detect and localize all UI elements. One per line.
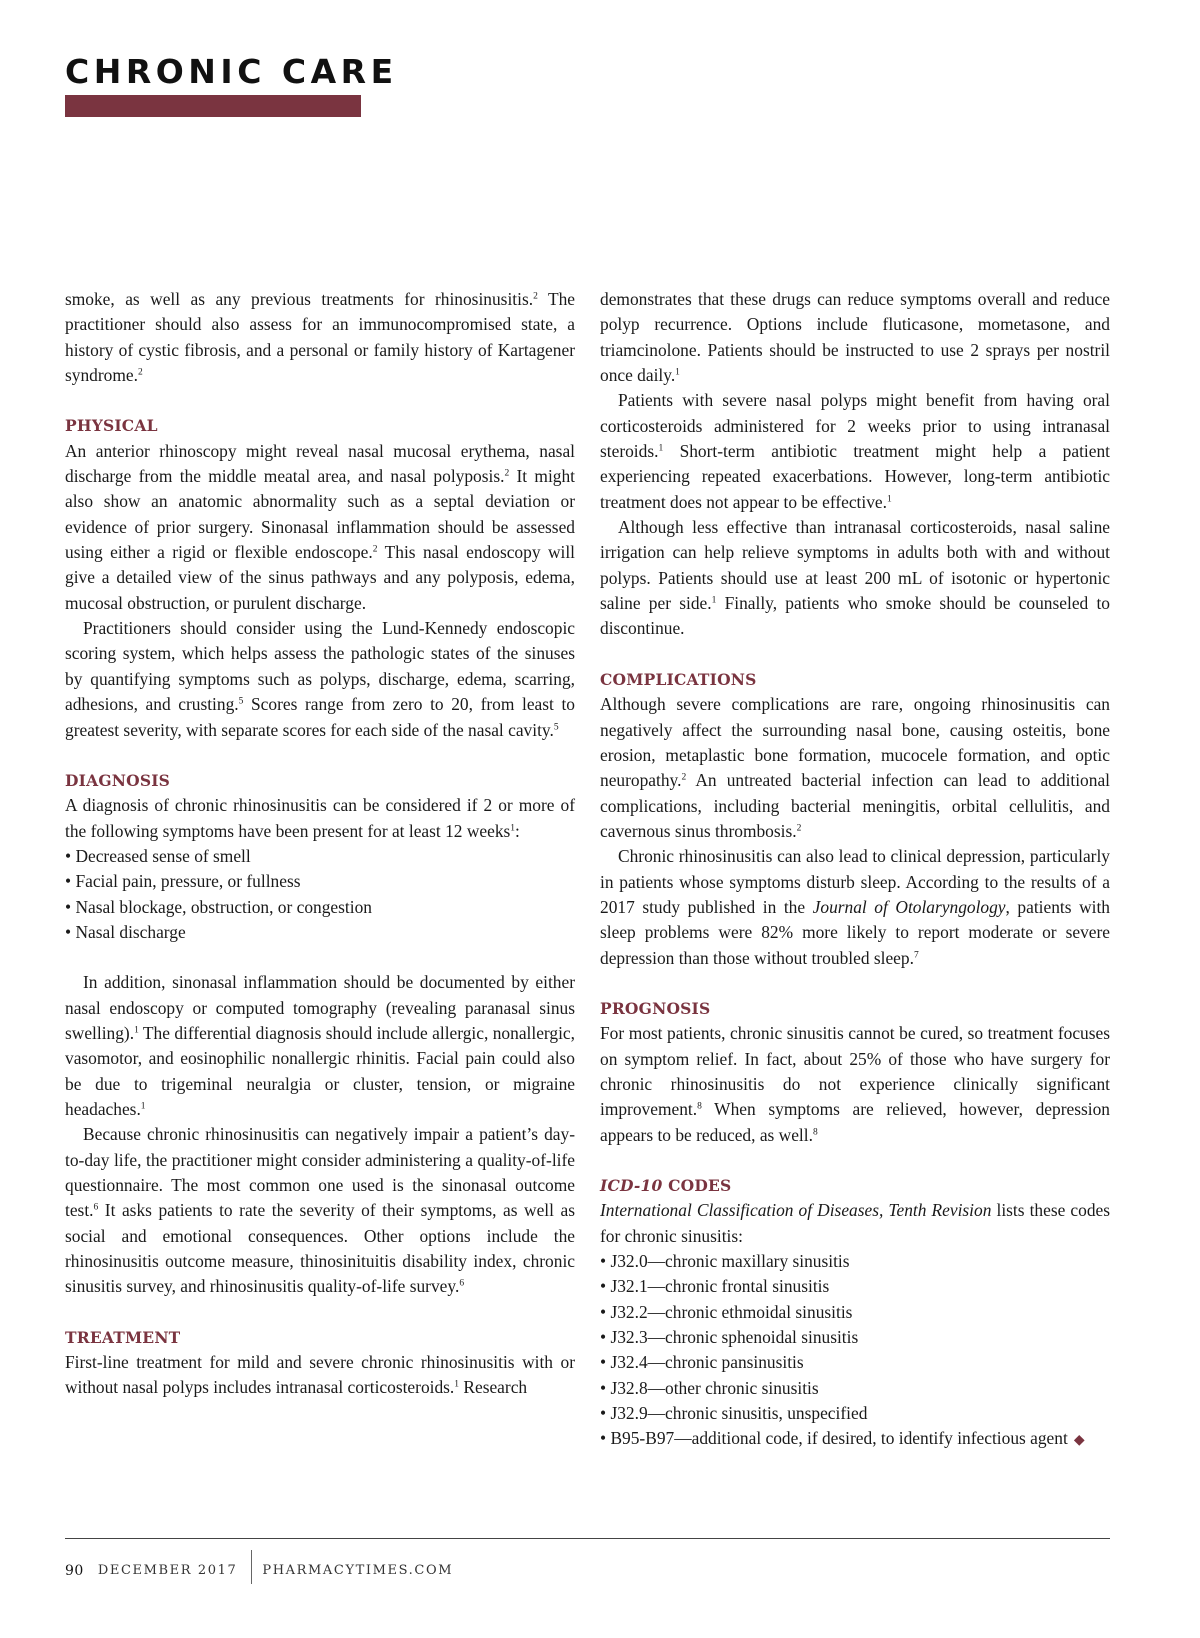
site-name: PHARMACYTIMES.COM (262, 1563, 454, 1578)
icd-intro: International Classification of Diseases, Tenth Revision lists these codes for chronic sinusitis: (600, 1200, 1110, 1246)
symptom-list (65, 844, 575, 945)
list-item: • Nasal discharge (65, 920, 575, 945)
diagnosis-intro: A diagnosis of chronic rhinosinusitis can be considered if 2 or more of the following symptoms have been present for at least 12 weeks$^1$: (65, 795, 575, 841)
treatment-continued: demonstrates that these drugs can reduce symptoms overall and reduce polyp recurrence. Options include fluticasone, mometasone, and triamcinolone. Patients should be instructed to use 2 sprays per nostril once daily.$^1$ (600, 289, 1110, 386)
physical-paragraph-1: An anterior rhinoscopy might reveal nasal mucosal erythema, nasal discharge from the middle meatal area, and nasal polyposis.$^2$ It might also show an anatomic abnormality such as a septal deviation or evidence of prior surgery. Sinonasal inflammation should be assessed using either a rigid or flexible endoscope.$^2$ This nasal endoscopy will give a detailed view of the sinus pathways and any polyposis, edema, mucosal obstruction, or purulent discharge. (65, 440, 575, 613)
icd-code-list (600, 1249, 1110, 1454)
complications-paragraph-1: Although severe complications are rare, ongoing rhinosinusitis can negatively affect the surrounding nasal bone, causing osteitis, bone erosion, metaplastic bone formation, mucocele formation, and optic neuropathy.$^2$ An untreated bacterial infection can lead to additional complications, including bacterial meningitis, orbital cellulitis, and cavernous sinus thrombosis.$^2$ (600, 694, 1110, 841)
heading-prognosis: PROGNOSIS (600, 998, 711, 1018)
heading-treatment: TREATMENT (65, 1327, 181, 1347)
heading-icd-codes: ICD-10 CODES (600, 1176, 732, 1195)
list-item: • Facial pain, pressure, or fullness (65, 869, 575, 894)
end-of-article-diamond-icon: ◆ (1073, 1433, 1085, 1449)
complications-paragraph-2: Chronic rhinosinusitis can also lead to clinical depression, particularly in patients whose symptoms disturb sleep. According to the results of a 2017 study published in the Journal of Otolaryngology, patients with sleep problems were 82% more likely to report moderate or severe depression than those without troubled sleep.$^7$ (600, 846, 1110, 968)
heading-diagnosis: DIAGNOSIS (65, 770, 171, 790)
left-column (65, 287, 575, 1401)
list-item: • J32.1—chronic frontal sinusitis (600, 1274, 1110, 1299)
right-column (600, 287, 1110, 1454)
list-item: • J32.2—chronic ethmoidal sinusitis (600, 1300, 1110, 1325)
diagnosis-paragraph-3: Because chronic rhinosinusitis can negatively impair a patient’s day-to-day life, the practitioner might consider administering a quality-of-life questionnaire. The most common one used is the sinonasal outcome test.$^6$ It asks patients to rate the severity of their symptoms, as well as social and emotional consequences. Other options include the rhinosinusitis outcome measure, thinosinituitis disability index, chronic sinusitis survey, and rhinosinusitis quality-of-life survey.$^6$ (65, 1124, 575, 1297)
issue-date: DECEMBER 2017 (97, 1563, 238, 1578)
page-number: 90 (65, 1563, 84, 1579)
list-item: • J32.9—chronic sinusitis, unspecified (600, 1401, 1110, 1426)
spacer (65, 945, 575, 970)
diagnosis-paragraph-2: In addition, sinonasal inflammation should be documented by either nasal endoscopy or computed tomography (revealing paranasal sinus swelling).$^1$ The differential diagnosis should include allergic, nonallergic, vasomotor, and eosinophilic nonallergic rhinitis. Facial pain could also be due to trigeminal neuralgia or cluster, tension, or migraine headaches.$^1$ (65, 972, 575, 1119)
section-title: CHRONIC CARE (65, 52, 398, 91)
footer-rule (65, 1538, 1110, 1539)
list-item: • Decreased sense of smell (65, 844, 575, 869)
list-item: • J32.0—chronic maxillary sinusitis (600, 1249, 1110, 1274)
list-item: • J32.4—chronic pansinusitis (600, 1350, 1110, 1375)
treatment-oral-paragraph: Patients with severe nasal polyps might benefit from having oral corticosteroids administered for 2 weeks prior to using intranasal steroids.$^1$ Short-term antibiotic treatment might help a patient experiencing repeated exacerbations. However, long-term antibiotic treatment does not appear to be effective.$^1$ (600, 390, 1110, 512)
heading-physical: PHYSICAL (65, 416, 158, 436)
treatment-paragraph-1: First-line treatment for mild and severe chronic rhinosinusitis with or without nasal polyps includes intranasal corticosteroids.$^1$ Research (65, 1352, 575, 1398)
intro-paragraph: smoke, as well as any previous treatments for rhinosinusitis.$^2$ The practitioner should also assess for an immunocompromised state, a history of cystic fibrosis, and a personal or family history of Kartagener syndrome.$^2$ (65, 289, 575, 386)
footer-divider (251, 1550, 252, 1584)
section-accent-bar (65, 95, 361, 117)
treatment-saline-paragraph: Although less effective than intranasal corticosteroids, nasal saline irrigation can help relieve symptoms in adults both with and without polyps. Patients should use at least 200 mL of isotonic or hypertonic saline per side.$^1$ Finally, patients who smoke should be counseled to discontinue. (600, 517, 1110, 639)
list-item: • Nasal blockage, obstruction, or congestion (65, 895, 575, 920)
page-footer (65, 1554, 453, 1588)
heading-complications: COMPLICATIONS (600, 669, 757, 689)
list-item: • J32.3—chronic sphenoidal sinusitis (600, 1325, 1110, 1350)
list-item: • B95-B97—additional code, if desired, to identify infectious agent ◆ (600, 1426, 1110, 1453)
physical-paragraph-2: Practitioners should consider using the Lund-Kennedy endoscopic scoring system, which helps assess the pathologic states of the sinuses by quantifying symptoms such as polyps, discharge, edema, scarring, adhesions, and crusting.$^5$ Scores range from zero to 20, from least to greatest severity, with separate scores for each side of the nasal cavity.$^5$ (65, 618, 575, 740)
prognosis-paragraph: For most patients, chronic sinusitis cannot be cured, so treatment focuses on symptom relief. In fact, about 25% of those who have surgery for chronic rhinosinusitis do not experience clinically significant improvement.$^8$ When symptoms are relieved, however, depression appears to be reduced, as well.$^8$ (600, 1023, 1110, 1145)
list-item: • J32.8—other chronic sinusitis (600, 1376, 1110, 1401)
